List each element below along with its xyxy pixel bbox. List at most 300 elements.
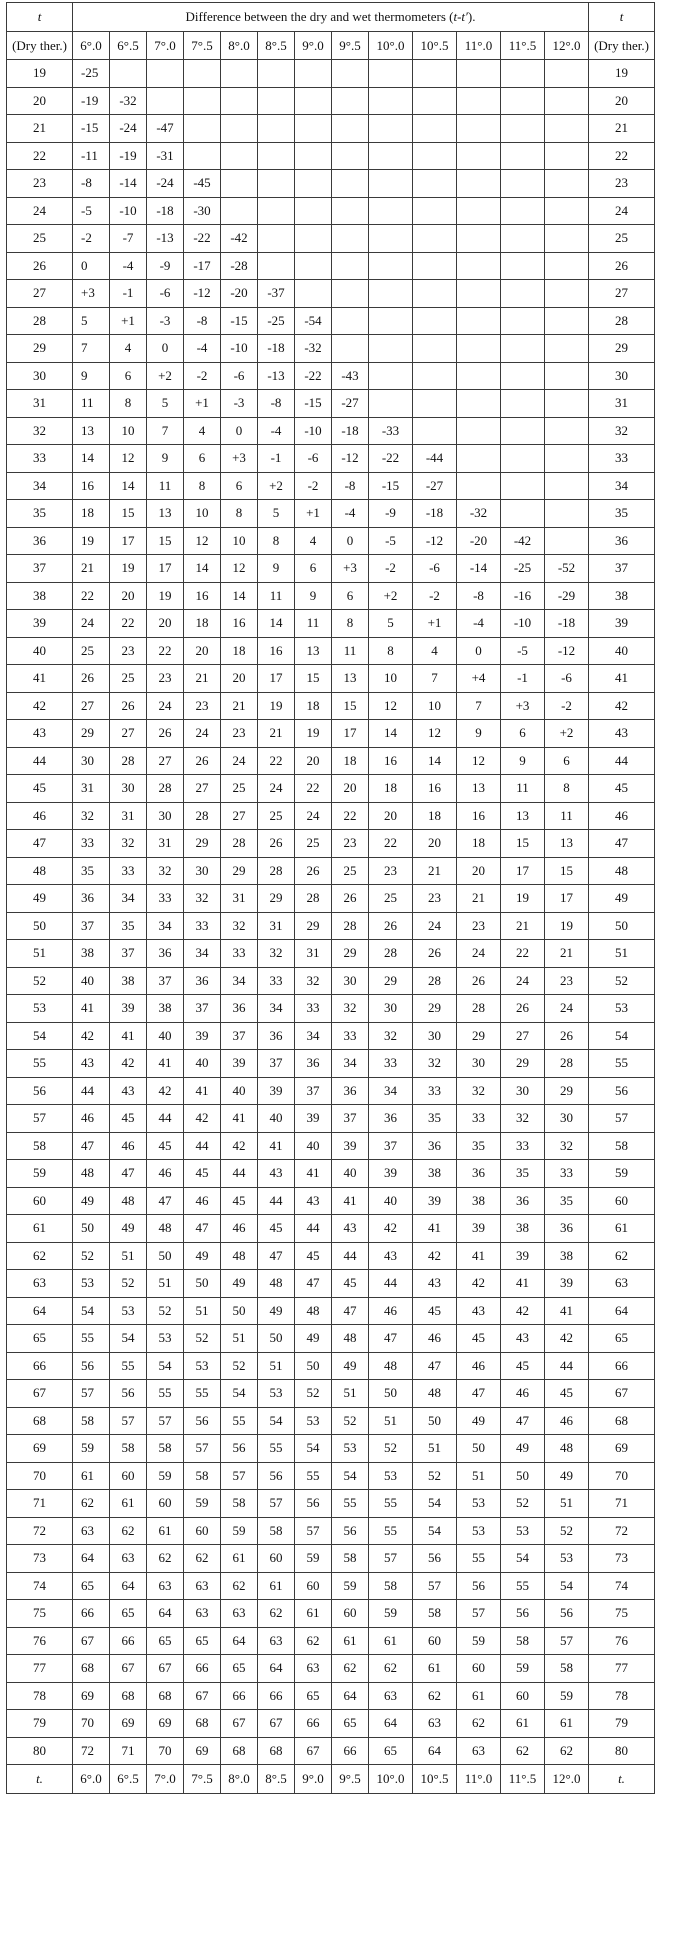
table-cell: 30 xyxy=(369,995,413,1023)
table-cell xyxy=(545,87,589,115)
table-row xyxy=(7,1022,655,1050)
table-cell: 21 xyxy=(184,665,221,693)
table-cell: 14 xyxy=(413,747,457,775)
table-cell xyxy=(184,142,221,170)
table-cell: -15 xyxy=(73,115,110,143)
table-row xyxy=(7,637,655,665)
table-cell: -9 xyxy=(147,252,184,280)
table-cell: 55 xyxy=(221,1407,258,1435)
table-cell: 55 xyxy=(147,1380,184,1408)
table-cell xyxy=(332,115,369,143)
table-cell xyxy=(184,115,221,143)
table-cell: 44 xyxy=(221,1160,258,1188)
table-cell: 36 xyxy=(147,940,184,968)
table-cell: -12 xyxy=(545,637,589,665)
table-cell: 48 xyxy=(110,1187,147,1215)
table-cell: 13 xyxy=(295,637,332,665)
table-cell: 63 xyxy=(184,1572,221,1600)
table-cell: 53 xyxy=(457,1490,501,1518)
table-cell: 8 xyxy=(258,527,295,555)
table-cell: 47 xyxy=(73,1132,110,1160)
table-cell xyxy=(184,60,221,88)
table-cell: -20 xyxy=(221,280,258,308)
row-temperature-right: 70 xyxy=(589,1462,655,1490)
table-cell xyxy=(457,252,501,280)
table-cell xyxy=(457,335,501,363)
table-cell: -1 xyxy=(501,665,545,693)
table-row xyxy=(7,225,655,253)
table-cell: -27 xyxy=(332,390,369,418)
column-header: 7°.0 xyxy=(147,32,184,60)
row-temperature-left: 20 xyxy=(7,87,73,115)
table-cell: 53 xyxy=(501,1517,545,1545)
table-cell: 55 xyxy=(295,1462,332,1490)
table-cell: 60 xyxy=(147,1490,184,1518)
table-cell: 49 xyxy=(221,1270,258,1298)
table-cell: 27 xyxy=(184,775,221,803)
table-cell: 45 xyxy=(147,1132,184,1160)
table-cell: 28 xyxy=(258,857,295,885)
table-cell xyxy=(332,307,369,335)
table-cell: 56 xyxy=(258,1462,295,1490)
table-cell: -42 xyxy=(221,225,258,253)
table-cell: 40 xyxy=(369,1187,413,1215)
table-cell: 23 xyxy=(147,665,184,693)
table-cell: 31 xyxy=(295,940,332,968)
table-cell: 16 xyxy=(369,747,413,775)
table-cell: 28 xyxy=(110,747,147,775)
table-cell: 62 xyxy=(110,1517,147,1545)
table-cell: -32 xyxy=(295,335,332,363)
table-cell: 30 xyxy=(110,775,147,803)
table-cell: 16 xyxy=(258,637,295,665)
table-cell: 47 xyxy=(110,1160,147,1188)
table-cell: 14 xyxy=(110,472,147,500)
table-cell: -4 xyxy=(332,500,369,528)
table-cell: 37 xyxy=(369,1132,413,1160)
table-cell: 51 xyxy=(413,1435,457,1463)
table-cell: 59 xyxy=(147,1462,184,1490)
table-cell: 51 xyxy=(332,1380,369,1408)
table-cell: 43 xyxy=(501,1325,545,1353)
table-row xyxy=(7,1050,655,1078)
table-cell: 57 xyxy=(221,1462,258,1490)
table-cell xyxy=(369,252,413,280)
table-cell: 29 xyxy=(501,1050,545,1078)
table-cell xyxy=(147,87,184,115)
table-cell: 55 xyxy=(184,1380,221,1408)
column-header: 6°.5 xyxy=(110,32,147,60)
table-cell: 17 xyxy=(147,555,184,583)
row-temperature-right: 40 xyxy=(589,637,655,665)
table-cell: 15 xyxy=(501,830,545,858)
table-cell: 50 xyxy=(258,1325,295,1353)
table-cell: 10 xyxy=(184,500,221,528)
table-cell: 9 xyxy=(73,362,110,390)
column-footer: 12°.0 xyxy=(545,1765,589,1794)
table-cell: 58 xyxy=(73,1407,110,1435)
table-cell: 63 xyxy=(110,1545,147,1573)
table-cell: 32 xyxy=(413,1050,457,1078)
row-temperature-left: 28 xyxy=(7,307,73,335)
table-cell: -10 xyxy=(501,610,545,638)
table-cell: 25 xyxy=(369,885,413,913)
table-cell: 21 xyxy=(221,692,258,720)
table-cell: 25 xyxy=(332,857,369,885)
row-temperature-right: 43 xyxy=(589,720,655,748)
table-cell: 56 xyxy=(413,1545,457,1573)
table-cell: 31 xyxy=(73,775,110,803)
table-cell: 43 xyxy=(110,1077,147,1105)
table-cell xyxy=(545,362,589,390)
table-cell: 37 xyxy=(221,1022,258,1050)
table-cell: 57 xyxy=(413,1572,457,1600)
table-cell: 65 xyxy=(295,1682,332,1710)
table-cell: 60 xyxy=(258,1545,295,1573)
row-temperature-right: 41 xyxy=(589,665,655,693)
column-header: 10°.0 xyxy=(369,32,413,60)
table-cell: 50 xyxy=(147,1242,184,1270)
table-cell: 28 xyxy=(457,995,501,1023)
table-cell: 34 xyxy=(332,1050,369,1078)
table-cell: 30 xyxy=(147,802,184,830)
table-cell: 8 xyxy=(332,610,369,638)
table-cell xyxy=(457,472,501,500)
table-cell: 56 xyxy=(184,1407,221,1435)
table-cell xyxy=(457,445,501,473)
row-temperature-right: 67 xyxy=(589,1380,655,1408)
table-cell: 66 xyxy=(332,1737,369,1765)
table-cell: 18 xyxy=(332,747,369,775)
row-temperature-right: 48 xyxy=(589,857,655,885)
table-cell xyxy=(221,197,258,225)
row-temperature-left: 77 xyxy=(7,1655,73,1683)
table-cell: 46 xyxy=(501,1380,545,1408)
table-cell: 29 xyxy=(413,995,457,1023)
row-temperature-right: 60 xyxy=(589,1187,655,1215)
table-cell: 35 xyxy=(110,912,147,940)
table-cell xyxy=(369,142,413,170)
table-cell xyxy=(295,225,332,253)
table-cell: 46 xyxy=(147,1160,184,1188)
table-cell xyxy=(369,335,413,363)
table-cell xyxy=(258,252,295,280)
table-cell: -8 xyxy=(332,472,369,500)
table-cell: 22 xyxy=(501,940,545,968)
table-cell: 58 xyxy=(147,1435,184,1463)
table-cell: 36 xyxy=(545,1215,589,1243)
table-cell: +2 xyxy=(147,362,184,390)
table-cell: 56 xyxy=(73,1352,110,1380)
table-cell: 52 xyxy=(501,1490,545,1518)
table-cell: -14 xyxy=(457,555,501,583)
table-cell: 54 xyxy=(110,1325,147,1353)
table-cell: 13 xyxy=(457,775,501,803)
row-temperature-left: 32 xyxy=(7,417,73,445)
row-temperature-left: 36 xyxy=(7,527,73,555)
column-footer: 10°.0 xyxy=(369,1765,413,1794)
table-cell: 45 xyxy=(545,1380,589,1408)
table-cell: -4 xyxy=(258,417,295,445)
table-cell: 38 xyxy=(147,995,184,1023)
table-cell: 58 xyxy=(413,1600,457,1628)
table-cell: 62 xyxy=(413,1682,457,1710)
table-cell: 60 xyxy=(457,1655,501,1683)
table-cell: 52 xyxy=(295,1380,332,1408)
table-cell: -43 xyxy=(332,362,369,390)
table-cell: 26 xyxy=(457,967,501,995)
table-cell xyxy=(457,307,501,335)
table-cell: 33 xyxy=(110,857,147,885)
table-row xyxy=(7,87,655,115)
table-cell: 8 xyxy=(221,500,258,528)
table-cell: 21 xyxy=(73,555,110,583)
table-row xyxy=(7,1682,655,1710)
table-cell: 16 xyxy=(221,610,258,638)
table-cell xyxy=(369,197,413,225)
table-row xyxy=(7,1655,655,1683)
row-temperature-left: 61 xyxy=(7,1215,73,1243)
table-cell: 16 xyxy=(184,582,221,610)
table-cell: 62 xyxy=(295,1627,332,1655)
table-cell xyxy=(110,60,147,88)
row-temperature-right: 29 xyxy=(589,335,655,363)
table-cell: 33 xyxy=(501,1132,545,1160)
footer-right-t-label: t. xyxy=(589,1765,655,1794)
table-cell: 16 xyxy=(73,472,110,500)
table-cell: 36 xyxy=(258,1022,295,1050)
table-cell: 45 xyxy=(184,1160,221,1188)
row-temperature-left: 50 xyxy=(7,912,73,940)
table-row xyxy=(7,1737,655,1765)
row-temperature-right: 31 xyxy=(589,390,655,418)
table-cell: 72 xyxy=(73,1737,110,1765)
table-row xyxy=(7,1600,655,1628)
table-cell: 39 xyxy=(221,1050,258,1078)
row-temperature-right: 58 xyxy=(589,1132,655,1160)
table-cell: 32 xyxy=(332,995,369,1023)
table-cell: 54 xyxy=(413,1517,457,1545)
table-row xyxy=(7,1077,655,1105)
table-cell: 53 xyxy=(332,1435,369,1463)
table-cell: 59 xyxy=(221,1517,258,1545)
table-row xyxy=(7,527,655,555)
table-cell: 28 xyxy=(369,940,413,968)
table-cell: 51 xyxy=(369,1407,413,1435)
row-temperature-left: 38 xyxy=(7,582,73,610)
column-header: 12°.0 xyxy=(545,32,589,60)
table-cell: 15 xyxy=(295,665,332,693)
table-cell: 39 xyxy=(258,1077,295,1105)
table-cell: 61 xyxy=(332,1627,369,1655)
table-cell: 19 xyxy=(501,885,545,913)
table-cell xyxy=(501,307,545,335)
table-cell: 62 xyxy=(258,1600,295,1628)
row-temperature-right: 73 xyxy=(589,1545,655,1573)
right-t-label: t xyxy=(589,3,655,32)
table-row xyxy=(7,252,655,280)
row-temperature-right: 54 xyxy=(589,1022,655,1050)
table-cell: 17 xyxy=(332,720,369,748)
table-cell xyxy=(221,170,258,198)
table-cell: 32 xyxy=(545,1132,589,1160)
table-cell: 23 xyxy=(457,912,501,940)
table-title xyxy=(73,3,589,32)
row-temperature-right: 59 xyxy=(589,1160,655,1188)
table-cell: 60 xyxy=(110,1462,147,1490)
table-cell: 34 xyxy=(295,1022,332,1050)
table-cell: -18 xyxy=(332,417,369,445)
row-temperature-left: 29 xyxy=(7,335,73,363)
table-cell: 7 xyxy=(147,417,184,445)
row-temperature-left: 24 xyxy=(7,197,73,225)
table-cell: 47 xyxy=(258,1242,295,1270)
table-cell: 45 xyxy=(332,1270,369,1298)
table-cell: 57 xyxy=(545,1627,589,1655)
table-cell: 46 xyxy=(457,1352,501,1380)
row-temperature-left: 79 xyxy=(7,1710,73,1738)
column-footer: 6°.0 xyxy=(73,1765,110,1794)
right-dry-label: (Dry ther.) xyxy=(589,32,655,60)
table-cell: 60 xyxy=(413,1627,457,1655)
table-cell xyxy=(545,60,589,88)
table-cell: 54 xyxy=(258,1407,295,1435)
table-cell: 36 xyxy=(184,967,221,995)
table-cell: 30 xyxy=(184,857,221,885)
table-cell: 55 xyxy=(369,1490,413,1518)
table-title-suffix: ). xyxy=(467,9,476,24)
table-cell: 42 xyxy=(369,1215,413,1243)
table-cell: 28 xyxy=(184,802,221,830)
row-temperature-right: 66 xyxy=(589,1352,655,1380)
table-row xyxy=(7,362,655,390)
table-cell xyxy=(457,280,501,308)
row-temperature-right: 53 xyxy=(589,995,655,1023)
table-cell: 46 xyxy=(184,1187,221,1215)
table-cell: 52 xyxy=(184,1325,221,1353)
table-cell: 26 xyxy=(295,857,332,885)
table-cell: 18 xyxy=(413,802,457,830)
table-cell: 24 xyxy=(295,802,332,830)
column-footer: 9°.5 xyxy=(332,1765,369,1794)
table-cell: 63 xyxy=(295,1655,332,1683)
table-cell: 67 xyxy=(147,1655,184,1683)
table-cell: 40 xyxy=(332,1160,369,1188)
table-cell: 9 xyxy=(258,555,295,583)
table-cell xyxy=(501,280,545,308)
table-row xyxy=(7,967,655,995)
table-cell: 50 xyxy=(413,1407,457,1435)
table-cell: 41 xyxy=(332,1187,369,1215)
row-temperature-left: 70 xyxy=(7,1462,73,1490)
table-cell: 18 xyxy=(295,692,332,720)
table-row xyxy=(7,170,655,198)
table-cell: 62 xyxy=(221,1572,258,1600)
table-cell xyxy=(221,142,258,170)
table-cell: 62 xyxy=(545,1737,589,1765)
table-cell: 48 xyxy=(147,1215,184,1243)
row-temperature-right: 79 xyxy=(589,1710,655,1738)
table-cell: 12 xyxy=(457,747,501,775)
table-row xyxy=(7,1710,655,1738)
table-cell: 19 xyxy=(258,692,295,720)
table-cell: 25 xyxy=(73,637,110,665)
table-row xyxy=(7,775,655,803)
table-cell: 48 xyxy=(258,1270,295,1298)
table-cell xyxy=(332,280,369,308)
table-cell: 52 xyxy=(413,1462,457,1490)
row-temperature-right: 39 xyxy=(589,610,655,638)
row-temperature-left: 56 xyxy=(7,1077,73,1105)
column-footer: 7°.5 xyxy=(184,1765,221,1794)
table-cell: 18 xyxy=(184,610,221,638)
table-cell xyxy=(332,335,369,363)
row-temperature-right: 36 xyxy=(589,527,655,555)
table-cell: 46 xyxy=(73,1105,110,1133)
table-cell: 54 xyxy=(147,1352,184,1380)
row-temperature-left: 71 xyxy=(7,1490,73,1518)
table-cell: 23 xyxy=(221,720,258,748)
table-row xyxy=(7,1545,655,1573)
table-cell xyxy=(413,87,457,115)
table-cell: 40 xyxy=(295,1132,332,1160)
table-cell: -5 xyxy=(73,197,110,225)
table-cell: 21 xyxy=(413,857,457,885)
row-temperature-right: 20 xyxy=(589,87,655,115)
table-cell: -32 xyxy=(457,500,501,528)
table-cell: 39 xyxy=(413,1187,457,1215)
table-cell: 11 xyxy=(501,775,545,803)
table-cell: 6 xyxy=(221,472,258,500)
row-temperature-left: 68 xyxy=(7,1407,73,1435)
table-cell: 8 xyxy=(184,472,221,500)
table-cell: 45 xyxy=(501,1352,545,1380)
table-row xyxy=(7,60,655,88)
table-cell: 59 xyxy=(545,1682,589,1710)
row-temperature-right: 71 xyxy=(589,1490,655,1518)
table-cell: 51 xyxy=(110,1242,147,1270)
table-row xyxy=(7,995,655,1023)
table-cell xyxy=(501,390,545,418)
table-cell: 26 xyxy=(258,830,295,858)
table-cell: 12 xyxy=(110,445,147,473)
table-row xyxy=(7,1215,655,1243)
table-cell: 7 xyxy=(73,335,110,363)
table-cell: 32 xyxy=(73,802,110,830)
table-cell: 42 xyxy=(221,1132,258,1160)
row-temperature-right: 56 xyxy=(589,1077,655,1105)
row-temperature-left: 39 xyxy=(7,610,73,638)
table-cell: 41 xyxy=(73,995,110,1023)
table-cell: 57 xyxy=(258,1490,295,1518)
table-row xyxy=(7,1627,655,1655)
table-cell: 63 xyxy=(457,1737,501,1765)
table-cell: 39 xyxy=(369,1160,413,1188)
table-cell: 24 xyxy=(457,940,501,968)
table-cell: 41 xyxy=(221,1105,258,1133)
table-cell xyxy=(413,417,457,445)
table-cell: 24 xyxy=(147,692,184,720)
table-cell: -12 xyxy=(413,527,457,555)
table-cell: 32 xyxy=(184,885,221,913)
table-cell: 68 xyxy=(184,1710,221,1738)
table-cell: 49 xyxy=(501,1435,545,1463)
table-cell xyxy=(369,390,413,418)
table-row xyxy=(7,280,655,308)
row-temperature-right: 38 xyxy=(589,582,655,610)
table-cell: 17 xyxy=(258,665,295,693)
table-cell: 22 xyxy=(369,830,413,858)
